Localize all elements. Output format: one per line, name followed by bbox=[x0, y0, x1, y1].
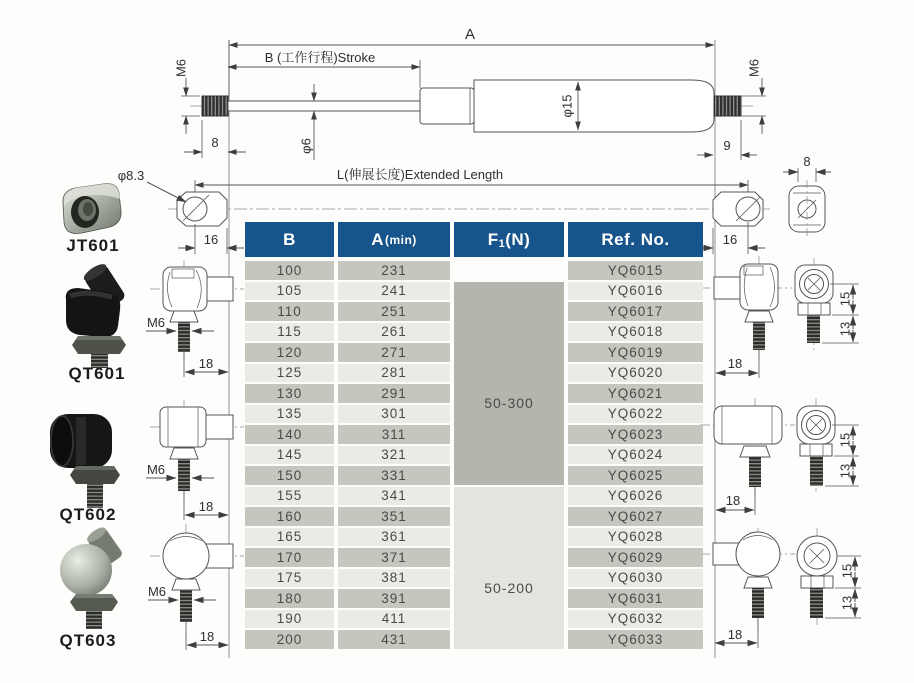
thread-left-label: M6 bbox=[173, 58, 189, 78]
fitting-label-qt601: QT601 bbox=[68, 364, 126, 383]
table-cell-ref: YQ6023 bbox=[568, 425, 703, 444]
table-cell-ref: YQ6019 bbox=[568, 343, 703, 362]
right-thread bbox=[714, 96, 741, 116]
thread-len-right-label: 9 bbox=[723, 138, 731, 153]
table-cell-b: 105 bbox=[245, 282, 334, 301]
table-cell-b: 120 bbox=[245, 343, 334, 362]
table-cell-ref: YQ6018 bbox=[568, 323, 703, 342]
table-cell-ref: YQ6021 bbox=[568, 384, 703, 403]
drawing-right-row1 bbox=[700, 256, 859, 378]
table-cell-b: 145 bbox=[245, 446, 334, 465]
right1-offset-label: 18 bbox=[727, 356, 743, 371]
eyelet-thickness-label: 8 bbox=[803, 154, 811, 169]
table-cell-b: 190 bbox=[245, 610, 334, 629]
table-cell-a: 291 bbox=[338, 384, 450, 403]
table-cell-ref: YQ6024 bbox=[568, 446, 703, 465]
table-cell-a: 311 bbox=[338, 425, 450, 444]
table-cell-b: 100 bbox=[245, 261, 334, 280]
table-cell-b: 150 bbox=[245, 466, 334, 485]
tube-dia-label: φ15 bbox=[559, 94, 575, 118]
piston-rod bbox=[228, 101, 420, 111]
table-cell-ref: YQ6030 bbox=[568, 569, 703, 588]
fitting-label-qt603: QT603 bbox=[59, 631, 117, 650]
eyelet-width-left-label: 16 bbox=[203, 232, 219, 247]
table-cell-a: 321 bbox=[338, 446, 450, 465]
spec-table bbox=[245, 222, 703, 652]
dim-l-extended-label: L(伸展长度)Extended Length bbox=[336, 167, 504, 182]
col-header-ref: Ref. No. bbox=[568, 222, 703, 257]
right2-center-height-label: 15 bbox=[837, 432, 853, 448]
table-cell-ref: YQ6015 bbox=[568, 261, 703, 280]
table-cell-ref: YQ6022 bbox=[568, 405, 703, 424]
thread-len-left-label: 8 bbox=[211, 135, 219, 150]
col-header-f: F 1 (N) bbox=[454, 222, 564, 257]
table-cell-ref: YQ6032 bbox=[568, 610, 703, 629]
col-header-a: A (min) bbox=[338, 222, 450, 257]
qt602-thread-label: M6 bbox=[146, 462, 166, 477]
photo-qt603 bbox=[60, 525, 124, 629]
gas-spring-side-view bbox=[190, 80, 756, 132]
eyelet-width-right-label: 16 bbox=[722, 232, 738, 247]
table-cell-a: 371 bbox=[338, 548, 450, 567]
table-cell-a: 431 bbox=[338, 630, 450, 649]
right3-center-height-label: 15 bbox=[839, 563, 855, 579]
col-header-b: B bbox=[245, 222, 334, 257]
dim-a-label: A bbox=[464, 26, 476, 43]
table-cell-b: 115 bbox=[245, 323, 334, 342]
table-cell-b: 135 bbox=[245, 405, 334, 424]
right3-offset-label: 18 bbox=[727, 627, 743, 642]
table-cell-a: 281 bbox=[338, 364, 450, 383]
table-cell-b: 140 bbox=[245, 425, 334, 444]
fitting-label-qt602: QT602 bbox=[59, 505, 117, 524]
table-cell-a: 301 bbox=[338, 405, 450, 424]
table-row bbox=[245, 261, 703, 280]
eyelet-hole-dia-label: φ8.3 bbox=[117, 168, 145, 183]
table-header bbox=[245, 222, 703, 257]
table-cell-ref: YQ6027 bbox=[568, 507, 703, 526]
table-cell-a: 351 bbox=[338, 507, 450, 526]
table-cell-a: 381 bbox=[338, 569, 450, 588]
table-cell-b: 200 bbox=[245, 630, 334, 649]
qt603-offset-label: 18 bbox=[199, 629, 215, 644]
table-cell-ref: YQ6016 bbox=[568, 282, 703, 301]
right3-thread-length-label: 13 bbox=[839, 595, 855, 611]
table-cell-b: 160 bbox=[245, 507, 334, 526]
right1-center-height-label: 15 bbox=[837, 291, 853, 307]
right2-thread-length-label: 13 bbox=[837, 463, 853, 479]
table-cell-b: 170 bbox=[245, 548, 334, 567]
table-cell-ref: YQ6017 bbox=[568, 302, 703, 321]
table-cell-a: 391 bbox=[338, 589, 450, 608]
photo-qt601 bbox=[66, 261, 127, 368]
table-cell-a: 331 bbox=[338, 466, 450, 485]
force-range-cell: 50-200 bbox=[454, 487, 564, 649]
table-cell-a: 271 bbox=[338, 343, 450, 362]
table-cell-b: 130 bbox=[245, 384, 334, 403]
table-cell-b: 180 bbox=[245, 589, 334, 608]
photo-qt602 bbox=[50, 414, 120, 508]
table-cell-ref: YQ6028 bbox=[568, 528, 703, 547]
table-cell-a: 241 bbox=[338, 282, 450, 301]
thread-right-label: M6 bbox=[746, 58, 762, 78]
table-cell-b: 125 bbox=[245, 364, 334, 383]
table-cell-a: 231 bbox=[338, 261, 450, 280]
table-cell-b: 175 bbox=[245, 569, 334, 588]
table-cell-a: 411 bbox=[338, 610, 450, 629]
cylinder-tube bbox=[474, 80, 714, 132]
dim-b-stroke-label: B (工作行程)Stroke bbox=[264, 50, 376, 65]
force-range-cell: 50-300 bbox=[454, 282, 564, 485]
table-cell-a: 251 bbox=[338, 302, 450, 321]
table-cell-b: 155 bbox=[245, 487, 334, 506]
qt601-offset-label: 18 bbox=[198, 356, 214, 371]
table-cell-ref: YQ6033 bbox=[568, 630, 703, 649]
table-cell-b: 165 bbox=[245, 528, 334, 547]
qt602-offset-label: 18 bbox=[198, 499, 214, 514]
fitting-label-jt601: JT601 bbox=[66, 236, 120, 255]
table-cell-a: 261 bbox=[338, 323, 450, 342]
left-thread bbox=[202, 96, 228, 116]
rod-dia-label: φ6 bbox=[298, 138, 314, 154]
table-cell-ref: YQ6029 bbox=[568, 548, 703, 567]
table-cell-ref: YQ6031 bbox=[568, 589, 703, 608]
qt601-thread-label: M6 bbox=[146, 315, 166, 330]
table-cell-a: 341 bbox=[338, 487, 450, 506]
piston-head bbox=[420, 88, 474, 124]
table-cell-ref: YQ6025 bbox=[568, 466, 703, 485]
right1-thread-length-label: 13 bbox=[837, 321, 853, 337]
right2-offset-label: 18 bbox=[725, 493, 741, 508]
drawing-right-row2 bbox=[700, 398, 859, 515]
drawing-right-row3 bbox=[700, 528, 861, 648]
qt603-thread-label: M6 bbox=[147, 584, 167, 599]
table-cell-b: 110 bbox=[245, 302, 334, 321]
table-cell-a: 361 bbox=[338, 528, 450, 547]
photo-jt601 bbox=[63, 184, 121, 234]
table-cell-ref: YQ6020 bbox=[568, 364, 703, 383]
table-cell-f bbox=[454, 261, 564, 280]
table-cell-ref: YQ6026 bbox=[568, 487, 703, 506]
